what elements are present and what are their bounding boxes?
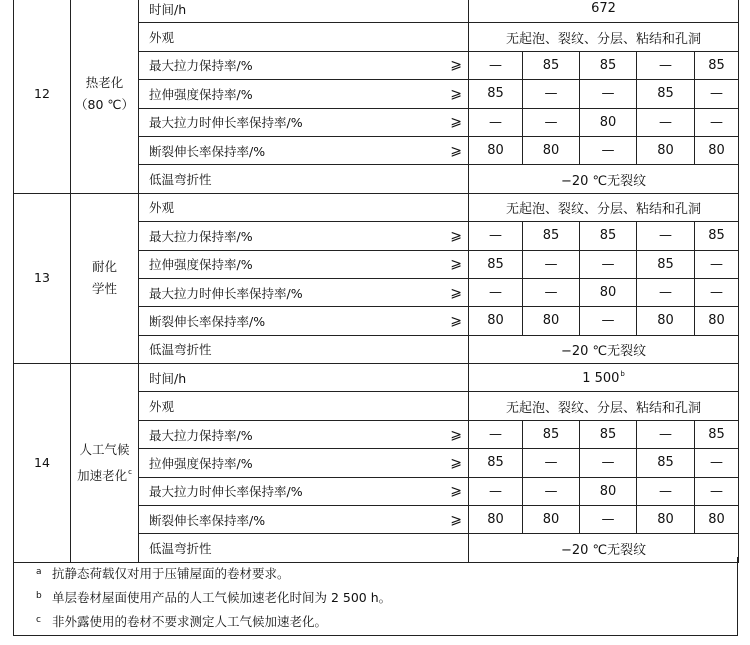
property-name: 拉伸强度保持率/%: [139, 80, 369, 108]
property-name: 低温弯折性: [139, 335, 469, 363]
item-number: 14: [14, 364, 71, 563]
merged-value-text: 1 500: [582, 370, 620, 386]
property-name: 拉伸强度保持率/%: [139, 449, 369, 477]
ge-symbol: ⩾: [369, 108, 469, 136]
item-title: [71, 0, 139, 193]
merged-value-text: 无起泡、裂纹、分层、粘结和孔洞: [506, 201, 702, 217]
value-cell: —: [580, 506, 637, 534]
value-cell: —: [695, 108, 739, 136]
ge-symbol: ⩾: [369, 250, 469, 278]
value-cell: 85: [523, 51, 580, 79]
value-cell: 80: [580, 477, 637, 505]
merged-value: [469, 0, 739, 23]
value-cell: 85: [695, 51, 739, 79]
property-name: 最大拉力时伸长率保持率/%: [139, 278, 369, 306]
merged-value: [469, 364, 739, 392]
value-cell: —: [580, 136, 637, 164]
value-cell: —: [469, 51, 523, 79]
value-cell: 85: [695, 222, 739, 250]
property-name: 拉伸强度保持率/%: [139, 250, 369, 278]
value-cell: 80: [469, 136, 523, 164]
value-cell: 80: [469, 506, 523, 534]
item-title-text: 加速老化: [77, 467, 128, 483]
value-cell: —: [523, 278, 580, 306]
value-cell: 85: [523, 420, 580, 448]
value-cell: 85: [695, 420, 739, 448]
ge-symbol: ⩾: [369, 80, 469, 108]
value-cell: —: [469, 477, 523, 505]
value-cell: 80: [580, 278, 637, 306]
merged-value-text: −20 ℃无裂纹: [560, 173, 647, 189]
value-cell: —: [469, 420, 523, 448]
merged-value-text: 无起泡、裂纹、分层、粘结和孔洞: [506, 31, 702, 47]
property-name: 低温弯折性: [139, 534, 469, 562]
merged-value: [469, 193, 739, 221]
ge-symbol: ⩾: [369, 449, 469, 477]
footnote-mark: c: [36, 615, 41, 625]
table-footnotes: [13, 557, 738, 636]
property-name: 断裂伸长率保持率/%: [139, 506, 369, 534]
value-cell: 85: [523, 222, 580, 250]
value-cell: 80: [637, 136, 695, 164]
value-cell: —: [523, 250, 580, 278]
value-cell: 80: [523, 506, 580, 534]
value-cell: —: [580, 449, 637, 477]
ge-symbol: ⩾: [369, 420, 469, 448]
value-cell: —: [637, 477, 695, 505]
value-cell: —: [695, 449, 739, 477]
value-cell: —: [637, 278, 695, 306]
footnote-text: 抗静态荷载仅对用于压铺屋面的卷材要求。: [52, 566, 290, 581]
ge-symbol: ⩾: [369, 278, 469, 306]
value-cell: —: [469, 222, 523, 250]
property-name: 外观: [139, 392, 469, 420]
item-title-line: （80 ℃）: [75, 96, 134, 112]
property-name: 最大拉力保持率/%: [139, 222, 369, 250]
value-cell: 80: [695, 136, 739, 164]
value-cell: —: [637, 51, 695, 79]
item-title-line: 热老化: [85, 74, 124, 90]
value-cell: —: [695, 278, 739, 306]
value-cell: 80: [580, 108, 637, 136]
value-cell: —: [695, 80, 739, 108]
merged-value: [469, 165, 739, 193]
value-cell: —: [469, 278, 523, 306]
value-cell: —: [523, 108, 580, 136]
value-cell: 85: [580, 420, 637, 448]
item-title: [71, 193, 139, 363]
value-cell: —: [523, 80, 580, 108]
value-cell: 80: [637, 506, 695, 534]
performance-requirements-table: [13, 0, 739, 563]
value-cell: —: [637, 108, 695, 136]
ge-symbol: ⩾: [369, 51, 469, 79]
table-row: [14, 193, 739, 221]
value-cell: —: [637, 420, 695, 448]
item-title-line: [71, 461, 138, 487]
footnote-a: [36, 564, 290, 582]
merged-value: [469, 335, 739, 363]
property-name: 时间/h: [139, 0, 469, 23]
property-name: 断裂伸长率保持率/%: [139, 307, 369, 335]
footnote-text: 非外露使用的卷材不要求测定人工气候加速老化。: [52, 614, 328, 629]
value-cell: 80: [695, 307, 739, 335]
merged-value: [469, 23, 739, 51]
property-name: 时间/h: [139, 364, 469, 392]
value-cell: 80: [637, 307, 695, 335]
value-cell: 85: [637, 449, 695, 477]
property-name: 低温弯折性: [139, 165, 469, 193]
value-cell: —: [580, 80, 637, 108]
property-name: 外观: [139, 23, 469, 51]
value-cell: 80: [695, 506, 739, 534]
footnote-text: 单层卷材屋面使用产品的人工气候加速老化时间为 2 500 h。: [52, 590, 392, 605]
value-cell: 85: [580, 222, 637, 250]
value-cell: —: [580, 307, 637, 335]
value-cell: —: [695, 250, 739, 278]
footnote-mark: a: [36, 567, 42, 577]
footnote-c: [36, 612, 327, 630]
value-cell: —: [695, 477, 739, 505]
footnote-b: [36, 588, 391, 606]
property-name: 最大拉力保持率/%: [139, 420, 369, 448]
merged-value-text: −20 ℃无裂纹: [560, 542, 647, 558]
footnote-ref: b: [620, 369, 625, 378]
property-name: 最大拉力时伸长率保持率/%: [139, 108, 369, 136]
merged-value-text: 672: [591, 1, 616, 17]
value-cell: 85: [469, 449, 523, 477]
property-name: 外观: [139, 193, 469, 221]
value-cell: —: [523, 449, 580, 477]
ge-symbol: ⩾: [369, 307, 469, 335]
value-cell: —: [469, 108, 523, 136]
item-title-line: 人工气候: [79, 441, 130, 457]
item-title-line: 学性: [91, 281, 117, 297]
value-cell: 85: [469, 250, 523, 278]
value-cell: 85: [580, 51, 637, 79]
item-title: [71, 364, 139, 563]
item-number: 13: [14, 193, 71, 363]
property-name: 最大拉力保持率/%: [139, 51, 369, 79]
value-cell: 85: [637, 250, 695, 278]
table-row: [14, 364, 739, 392]
value-cell: —: [637, 222, 695, 250]
ge-symbol: ⩾: [369, 222, 469, 250]
item-title-line: 耐化: [91, 259, 117, 275]
value-cell: 80: [469, 307, 523, 335]
ge-symbol: ⩾: [369, 506, 469, 534]
footnote-mark: b: [36, 591, 42, 601]
merged-value-text: −20 ℃无裂纹: [560, 343, 647, 359]
merged-value-text: 无起泡、裂纹、分层、粘结和孔洞: [506, 400, 702, 416]
footnote-ref: c: [128, 467, 132, 476]
item-number: 12: [14, 0, 71, 193]
ge-symbol: ⩾: [369, 136, 469, 164]
value-cell: 85: [637, 80, 695, 108]
value-cell: —: [580, 250, 637, 278]
merged-value: [469, 392, 739, 420]
value-cell: —: [523, 477, 580, 505]
property-name: 断裂伸长率保持率/%: [139, 136, 369, 164]
property-name: 最大拉力时伸长率保持率/%: [139, 477, 369, 505]
value-cell: 85: [469, 80, 523, 108]
table-row: [14, 0, 739, 23]
value-cell: 80: [523, 307, 580, 335]
ge-symbol: ⩾: [369, 477, 469, 505]
value-cell: 80: [523, 136, 580, 164]
